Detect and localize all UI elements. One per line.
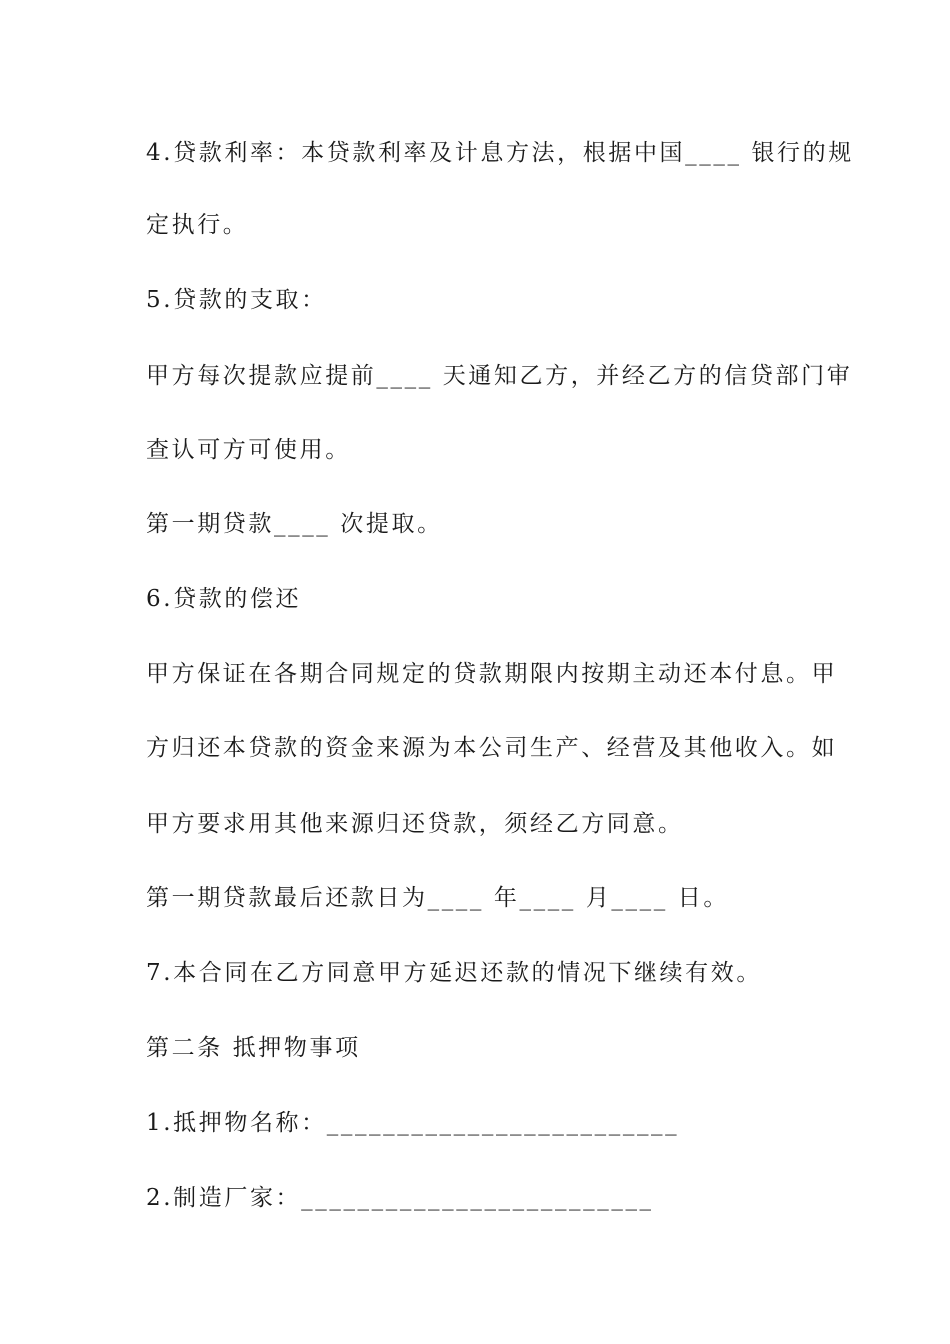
- clause-6-repayment-line-1: 甲方保证在各期合同规定的贷款期限内按期主动还本付息。甲: [146, 661, 838, 687]
- clause-6-repayment-line-2: 方归还本贷款的资金来源为本公司生产、经营及其他收入。如: [146, 735, 838, 761]
- article-2-heading: 第二条 抵押物事项: [146, 1035, 361, 1061]
- clause-4-interest-rate-line-1: 4.贷款利率：本贷款利率及计息方法，根据中国____ 银行的规: [146, 140, 854, 166]
- clause-6-final-date: 第一期贷款最后还款日为____ 年____ 月____ 日。: [146, 885, 729, 911]
- clause-5-first-draw: 第一期贷款____ 次提取。: [146, 511, 443, 537]
- clause-7: 7.本合同在乙方同意甲方延迟还款的情况下继续有效。: [146, 960, 762, 986]
- clause-4-interest-rate-line-2: 定执行。: [146, 212, 249, 238]
- clause-5-notice-line-2: 查认可方可使用。: [146, 437, 351, 463]
- clause-6-repayment-line-3: 甲方要求用其他来源归还贷款，须经乙方同意。: [146, 811, 684, 837]
- manufacturer-field: 2.制造厂家：_________________________: [146, 1185, 654, 1211]
- clause-6-heading: 6.贷款的偿还: [146, 586, 302, 612]
- collateral-name-field: 1.抵押物名称：_________________________: [146, 1110, 680, 1136]
- clause-5-notice-line-1: 甲方每次提款应提前____ 天通知乙方，并经乙方的信贷部门审: [146, 363, 853, 389]
- clause-5-heading: 5.贷款的支取：: [146, 287, 327, 313]
